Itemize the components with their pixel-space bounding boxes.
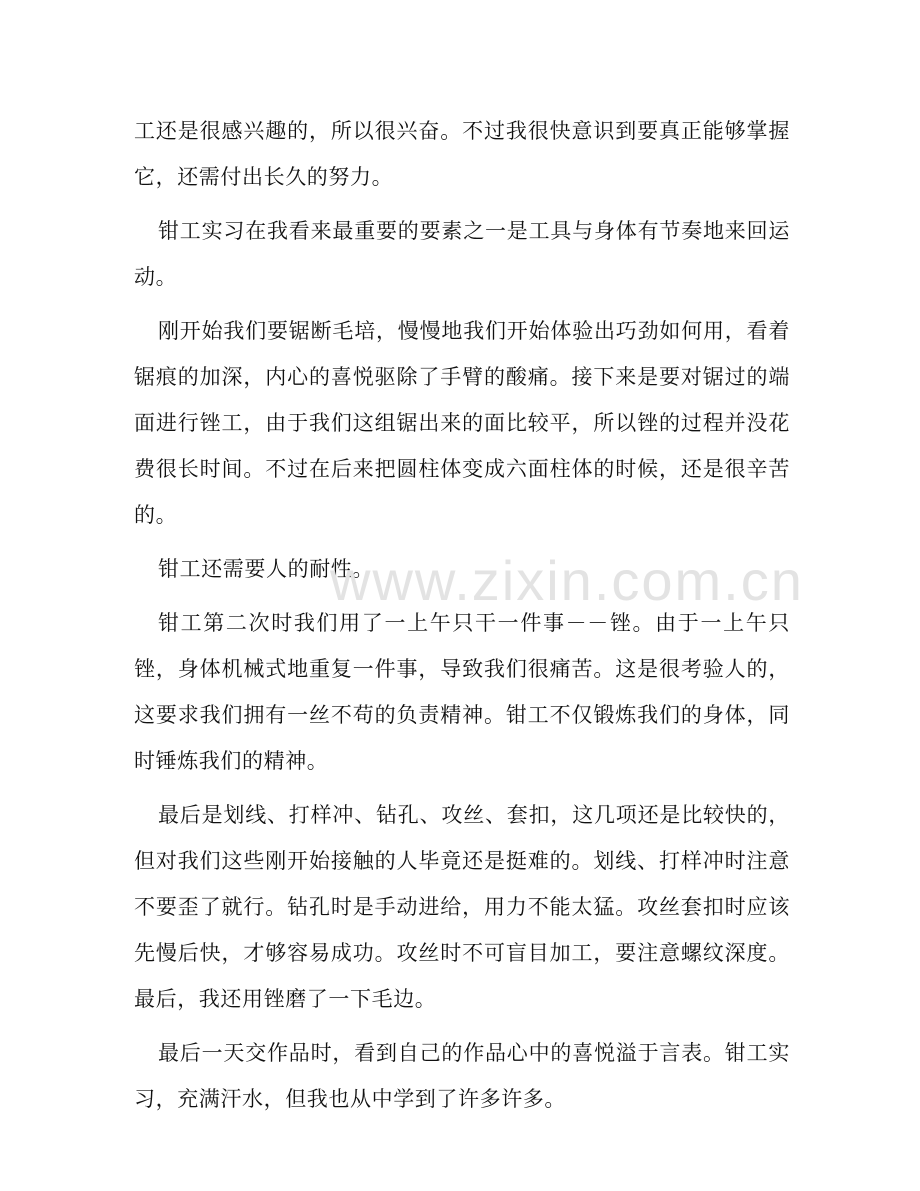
paragraph-filing: 钳工第二次时我们用了一上午只干一件事－－锉。由于一上午只锉，身体机械式地重复一件事，导致我们很痛苦。这是很考验人的，这要求我们拥有一丝不苟的负责精神。钳工不仅锻炼我们的身体，同时锤炼我们的精神。 — [134, 611, 790, 773]
paragraph-conclusion: 最后一天交作品时，看到自己的作品心中的喜悦溢于言表。钳工实习，充满汗水，但我也从中学到了许多许多。 — [134, 1041, 790, 1111]
paragraph-continuation: 工还是很感兴趣的，所以很兴奋。不过我很快意识到要真正能够掌握它，还需付出长久的努力。 — [134, 119, 790, 189]
document-body — [134, 108, 790, 1130]
paragraph-patience: 钳工还需要人的耐性。 — [158, 557, 374, 581]
paragraph-sawing: 刚开始我们要锯断毛培，慢慢地我们开始体验出巧劲如何用，看着锯痕的加深，内心的喜悦驱除了手臂的酸痛。接下来是要对锯过的端面进行锉工，由于我们这组锯出来的面比较平，所以锉的过程并没花费很长时间。不过在后来把圆柱体变成六面柱体的时候，还是很辛苦的。 — [134, 319, 790, 527]
watermark: www.zixin.com.cn — [330, 549, 804, 612]
paragraph-rhythm: 钳工实习在我看来最重要的要素之一是工具与身体有节奏地来回运动。 — [134, 219, 790, 289]
paragraph-drilling: 最后是划线、打样冲、钻孔、攻丝、套扣，这几项还是比较快的，但对我们这些刚开始接触的人毕竟还是挺难的。划线、打样冲时注意不要歪了就行。钻孔时是手动进给，用力不能太猛。攻丝套扣时应该先慢后快，才够容易成功。攻丝时不可盲目加工，要注意螺纹深度。最后，我还用锉磨了一下毛边。 — [134, 803, 790, 1011]
